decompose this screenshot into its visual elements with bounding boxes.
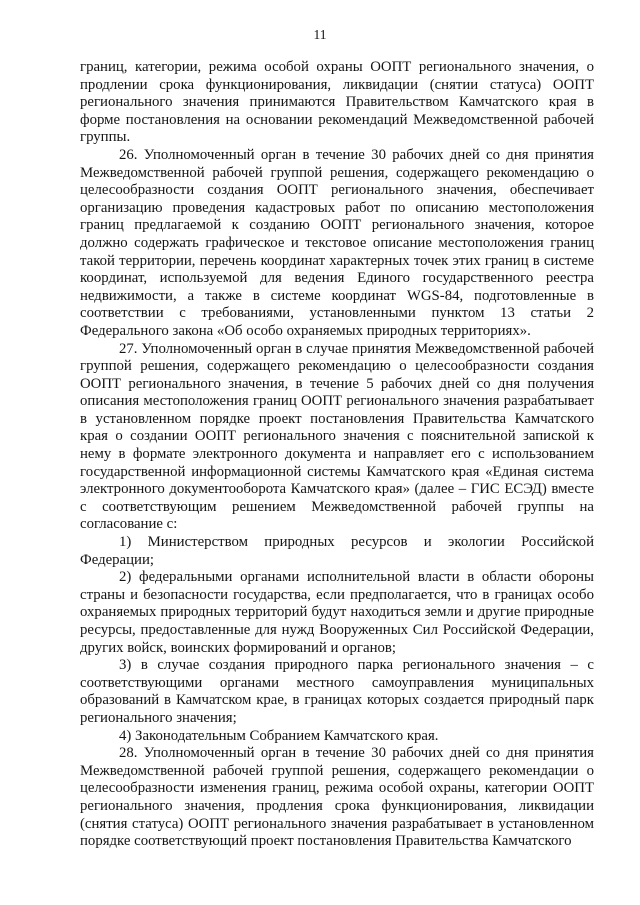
- list-item-27-2: 2) федеральными органами исполнительной власти в области обороны страны и безопасности государства, если предполагается, что в границах особо охраняемых природных территорий будут находиться земли и другие природные ресурсы, предоставленные для нужд Вооруженных Сил Российской Федерации, других войск, воинских формирований и органов;: [80, 569, 594, 656]
- list-item-27-1: 1) Министерством природных ресурсов и экологии Российской Федерации;: [80, 534, 594, 568]
- document-body: [80, 59, 594, 851]
- paragraph-item-28: 28. Уполномоченный орган в течение 30 рабочих дней со дня принятия Межведомственной рабочей группой решения, содержащего рекомендации о целесообразности изменения границ, режима особой охраны, категории ООПТ регионального значения, продления срока функционирования, ликвидации (снятия статуса) ООПТ регионального значения разрабатывает в установленном порядке соответствующий проект постановления Правительства Камчатского: [80, 745, 594, 850]
- page-number: 11: [313, 27, 327, 42]
- list-item-27-3: 3) в случае создания природного парка регионального значения – с соответствующими органами местного самоуправления муниципальных образований в Камчатском крае, в границах которых создается природный парк регионального значения;: [80, 657, 594, 726]
- list-item-27-4: 4) Законодательным Собранием Камчатского края.: [119, 727, 439, 744]
- paragraph-item-27: 27. Уполномоченный орган в случае принятия Межведомственной рабочей группой решения, содержащего рекомендацию о целесообразности создания ООПТ регионального значения, в течение 5 рабочих дней со дня получения описания местоположения границ ООПТ регионального значения разрабатывает в установленном порядке проект постановления Правительства Камчатского края о создании ООПТ регионального значения с пояснительной запиской к нему в формате электронного документа и направляет его с использованием государственной информационной системы Камчатского края «Единая система электронного документооборота Камчатского края» (далее – ГИС ЕСЭД) вместе с соответствующим решением Межведомственной рабочей группы на согласование с:: [80, 340, 594, 533]
- paragraph-continuation: границ, категории, режима особой охраны ООПТ регионального значения, о продлении срока функционирования, ликвидации (снятии статуса) ООПТ регионального значения принимаются Правительством Камчатского края в форме постановления на основании рекомендаций Межведомственной рабочей группы.: [80, 59, 594, 146]
- paragraph-item-26: 26. Уполномоченный орган в течение 30 рабочих дней со дня принятия Межведомственной рабочей группой решения, содержащего рекомендацию о целесообразности создания ООПТ регионального значения, обеспечивает организацию проведения кадастровых работ по описанию местоположения границ предлагаемой к созданию ООПТ регионального значения, которое должно содержать графическое и текстовое описание местоположения границ такой территории, перечень координат характерных точек этих границ в системе координат, используемой для ведения Единого государственного реестра недвижимости, а также в системе координат WGS-84, подготовленные в соответствии с требованиями, установленными пунктом 13 статьи 2 Федерального закона «Об особо охраняемых природных территориях».: [80, 146, 594, 339]
